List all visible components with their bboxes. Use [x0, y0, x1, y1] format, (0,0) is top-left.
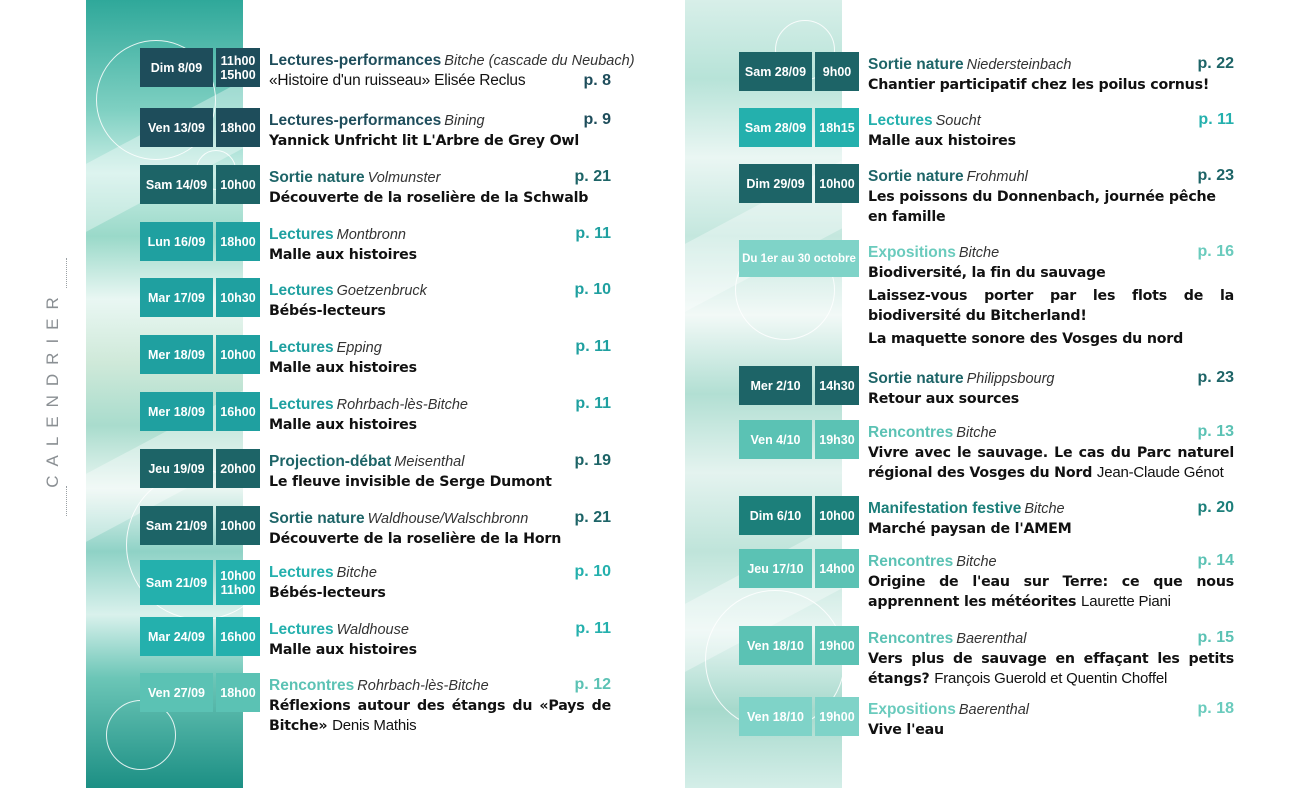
time-chip	[815, 626, 859, 665]
event-category: Sortie nature	[868, 168, 964, 185]
event-category: Lectures	[269, 621, 334, 638]
date-chip: Mer 2/10	[739, 366, 812, 405]
event-entry	[140, 335, 611, 378]
event-place: Bining	[444, 113, 485, 129]
time-chip	[815, 366, 859, 405]
event-place: Frohmuhl	[966, 169, 1028, 185]
event-place: Meisenthal	[394, 454, 465, 470]
event-title: Malle aux histoires	[269, 247, 417, 263]
date-chip: Sam 21/09	[140, 560, 213, 605]
page-reference: p. 21	[574, 168, 611, 185]
date-chip: Dim 6/10	[739, 496, 812, 535]
time-text: 10h00	[819, 176, 855, 191]
date-chip: Mer 18/09	[140, 392, 213, 431]
event-title-text: Vivre avec le sauvage. Le cas du Parc naturel régional des Vosges du Nord	[868, 445, 1234, 481]
time-chip	[216, 673, 260, 712]
date-chip: Sam 21/09	[140, 506, 213, 545]
event-category: Projection-débat	[269, 453, 392, 470]
event-entry	[140, 449, 611, 492]
date-chip: Mer 18/09	[140, 335, 213, 374]
event-category: Sortie nature	[868, 370, 964, 387]
event-category: Lectures	[269, 226, 334, 243]
event-subtitle: La maquette sonore des Vosges du nord	[868, 331, 1184, 347]
event-place: Waldhouse/Walschbronn	[367, 511, 529, 527]
event-title	[269, 696, 611, 736]
event-body	[868, 108, 1234, 151]
event-category: Lectures	[269, 396, 334, 413]
event-place: Bitche	[956, 554, 997, 570]
event-entry	[739, 52, 1234, 95]
event-body	[269, 617, 611, 660]
time-text: 18h15	[819, 120, 855, 135]
event-title: Les poissons du Donnenbach, journée pêche en famille	[868, 189, 1216, 225]
calendar-side-label	[38, 285, 68, 490]
time-text: 10h00	[220, 568, 256, 583]
event-subtitle: Laissez-vous porter par les flots de la biodiversité du Bitcherland!	[868, 288, 1234, 324]
event-title	[868, 572, 1234, 612]
event-body	[269, 449, 611, 492]
event-place: Niedersteinbach	[966, 57, 1072, 73]
event-place: Bitche (cascade du Neubach)	[444, 53, 635, 69]
event-place: Volmunster	[367, 170, 441, 186]
event-body	[269, 335, 611, 378]
time-text: 19h30	[819, 432, 855, 447]
wave-ornament	[66, 258, 76, 288]
event-entry	[140, 506, 611, 549]
time-chip	[216, 335, 260, 374]
event-category: Sortie nature	[269, 169, 365, 186]
event-body	[868, 697, 1234, 740]
event-category: Rencontres	[868, 553, 954, 570]
time-text: 20h00	[220, 461, 256, 476]
date-chip: Ven 4/10	[739, 420, 812, 459]
page-reference: p. 15	[1197, 629, 1234, 646]
event-title-text: Réflexions autour des étangs du «Pays de Bitche»	[269, 698, 611, 734]
event-author: François Guerold et Quentin Choffel	[934, 670, 1168, 687]
event-entry	[140, 560, 611, 605]
event-author: Denis Mathis	[332, 717, 417, 734]
page-reference: p. 14	[1197, 552, 1234, 569]
time-text: 19h00	[819, 709, 855, 724]
event-title: Découverte de la roselière de la Schwalb	[269, 190, 589, 206]
time-text: 14h30	[819, 378, 855, 393]
event-body	[868, 240, 1234, 349]
event-body	[269, 560, 611, 603]
event-category: Expositions	[868, 701, 956, 718]
page-reference: p. 8	[583, 72, 611, 89]
event-category: Expositions	[868, 244, 956, 261]
event-title: Malle aux histoires	[269, 642, 417, 658]
time-chip	[216, 222, 260, 261]
event-place: Bitche	[958, 245, 1000, 261]
event-entry	[739, 164, 1234, 227]
event-title: Bébés-lecteurs	[269, 303, 386, 319]
date-chip: Mar 17/09	[140, 278, 213, 317]
page-reference: p. 12	[574, 676, 611, 693]
time-text: 18h00	[220, 685, 256, 700]
event-place: Baerenthal	[958, 702, 1029, 718]
time-text: 9h00	[822, 64, 852, 79]
event-entry	[140, 617, 611, 660]
page-reference: p. 10	[574, 281, 611, 298]
time-text: 18h00	[220, 120, 256, 135]
event-title: Malle aux histoires	[269, 360, 417, 376]
page-reference: p. 9	[583, 111, 611, 128]
page-reference: p. 11	[1198, 111, 1234, 128]
event-title: Malle aux histoires	[868, 133, 1016, 149]
event-body	[868, 549, 1234, 612]
event-entry	[140, 165, 611, 208]
date-chip: Sam 28/09	[739, 52, 812, 91]
time-chip	[216, 278, 260, 317]
event-title: Le fleuve invisible de Serge Dumont	[269, 474, 552, 490]
time-chip	[815, 164, 859, 203]
event-entry	[140, 278, 611, 321]
event-entry	[140, 392, 611, 435]
event-body	[269, 278, 611, 321]
event-entry	[739, 108, 1234, 151]
event-place: Bitche	[956, 425, 997, 441]
page-reference: p. 23	[1197, 369, 1234, 386]
time-chip	[815, 52, 859, 91]
event-entry	[739, 697, 1234, 740]
event-category: Rencontres	[868, 630, 954, 647]
time-chip	[815, 108, 859, 147]
event-body	[269, 165, 611, 208]
time-text: 15h00	[220, 67, 256, 82]
date-chip: Ven 13/09	[140, 108, 213, 147]
event-place: Goetzenbruck	[336, 283, 427, 299]
event-category: Lectures-performances	[269, 52, 442, 69]
page-reference: p. 11	[575, 225, 611, 242]
time-chip	[216, 560, 260, 605]
event-entry	[739, 626, 1234, 689]
event-category: Rencontres	[269, 677, 355, 694]
event-place: Epping	[336, 340, 382, 356]
page-reference: p. 11	[575, 395, 611, 412]
event-place: Soucht	[935, 113, 981, 129]
event-place: Rohrbach-lès-Bitche	[336, 397, 468, 413]
date-chip: Lun 16/09	[140, 222, 213, 261]
event-entry	[739, 420, 1234, 483]
event-title: Chantier participatif chez les poilus cornus!	[868, 77, 1210, 93]
event-entry	[140, 673, 611, 736]
time-text: 11h00	[220, 53, 256, 68]
event-category: Sortie nature	[868, 56, 964, 73]
calendar-label-text: CALENDRIER	[43, 287, 62, 488]
event-body	[868, 164, 1234, 227]
page-reference: p. 18	[1197, 700, 1234, 717]
date-chip: Sam 14/09	[140, 165, 213, 204]
time-chip	[815, 697, 859, 736]
event-category: Lectures	[269, 282, 334, 299]
event-entry	[739, 496, 1234, 539]
time-chip	[216, 617, 260, 656]
event-category: Sortie nature	[269, 510, 365, 527]
event-place: Bitche	[1024, 501, 1065, 517]
time-chip	[216, 449, 260, 488]
page-reference: p. 11	[575, 620, 611, 637]
time-text: 10h00	[220, 177, 256, 192]
time-chip	[216, 48, 260, 87]
page-reference: p. 16	[1197, 243, 1234, 260]
event-title	[868, 649, 1234, 689]
event-entry	[739, 549, 1234, 612]
event-place: Bitche	[336, 565, 377, 581]
event-entry	[739, 366, 1234, 409]
time-text: 11h00	[220, 582, 256, 597]
event-entry	[739, 240, 1234, 349]
date-chip: Mar 24/09	[140, 617, 213, 656]
event-body	[868, 626, 1234, 689]
time-text: 10h00	[819, 508, 855, 523]
event-title: Vive l'eau	[868, 722, 944, 738]
event-author: Laurette Piani	[1081, 593, 1171, 610]
page-reference: p. 19	[574, 452, 611, 469]
event-title: Yannick Unfricht lit L'Arbre de Grey Owl	[269, 133, 579, 149]
event-title-text: Vers plus de sauvage en effaçant les petits étangs?	[868, 651, 1234, 687]
event-entry	[140, 108, 611, 151]
event-body	[269, 108, 611, 151]
event-title	[269, 71, 611, 91]
page-reference: p. 21	[574, 509, 611, 526]
page-reference: p. 22	[1197, 55, 1234, 72]
event-title: Malle aux histoires	[269, 417, 417, 433]
event-place: Philippsbourg	[966, 371, 1055, 387]
time-text: 10h00	[220, 347, 256, 362]
time-chip	[815, 549, 859, 588]
event-category: Lectures	[269, 339, 334, 356]
date-chip: Jeu 19/09	[140, 449, 213, 488]
event-body	[269, 506, 611, 549]
time-chip	[216, 506, 260, 545]
page-reference: p. 11	[575, 338, 611, 355]
time-chip	[815, 420, 859, 459]
event-title-text: Origine de l'eau sur Terre: ce que nous apprennent les météorites	[868, 574, 1234, 610]
event-author: Jean-Claude Génot	[1096, 464, 1224, 481]
event-title: Biodiversité, la fin du sauvage	[868, 265, 1106, 281]
event-category: Lectures	[868, 112, 933, 129]
event-body	[868, 52, 1234, 95]
page-reference: p. 10	[574, 563, 611, 580]
event-body	[269, 392, 611, 435]
event-body	[269, 222, 611, 265]
time-text: 19h00	[819, 638, 855, 653]
time-text: 10h30	[220, 290, 256, 305]
time-text: 18h00	[220, 234, 256, 249]
event-entry	[140, 222, 611, 265]
event-title-text: «Histoire d'un ruisseau» Elisée Reclus	[269, 72, 526, 89]
event-title: Marché paysan de l'AMEM	[868, 521, 1072, 537]
date-chip: Jeu 17/10	[739, 549, 812, 588]
time-text: 16h00	[220, 629, 256, 644]
wave-ornament	[66, 486, 76, 516]
event-body	[868, 366, 1234, 409]
page-reference: p. 20	[1197, 499, 1234, 516]
event-body	[868, 420, 1234, 483]
date-chip: Ven 18/10	[739, 626, 812, 665]
event-category: Lectures-performances	[269, 112, 442, 129]
event-place: Baerenthal	[956, 631, 1027, 647]
date-chip: Ven 27/09	[140, 673, 213, 712]
event-place: Rohrbach-lès-Bitche	[357, 678, 489, 694]
event-title: Découverte de la roselière de la Horn	[269, 531, 562, 547]
date-chip: Ven 18/10	[739, 697, 812, 736]
date-chip: Sam 28/09	[739, 108, 812, 147]
event-title: Bébés-lecteurs	[269, 585, 386, 601]
event-category: Rencontres	[868, 424, 954, 441]
event-title	[868, 443, 1234, 483]
time-chip	[216, 108, 260, 147]
event-body	[868, 496, 1234, 539]
event-body	[269, 48, 635, 91]
event-category: Lectures	[269, 564, 334, 581]
date-range-chip: Du 1er au 30 octobre	[739, 240, 859, 277]
event-category: Manifestation festive	[868, 500, 1022, 517]
event-place: Montbronn	[336, 227, 406, 243]
time-text: 16h00	[220, 404, 256, 419]
time-chip	[216, 392, 260, 431]
event-body	[269, 673, 611, 736]
date-chip: Dim 8/09	[140, 48, 213, 87]
event-entry	[140, 48, 635, 91]
time-text: 14h00	[819, 561, 855, 576]
event-title: Retour aux sources	[868, 391, 1020, 407]
event-place: Waldhouse	[336, 622, 409, 638]
page-reference: p. 23	[1197, 167, 1234, 184]
time-chip	[815, 496, 859, 535]
page-reference: p. 13	[1197, 423, 1234, 440]
date-chip: Dim 29/09	[739, 164, 812, 203]
time-chip	[216, 165, 260, 204]
time-text: 10h00	[220, 518, 256, 533]
